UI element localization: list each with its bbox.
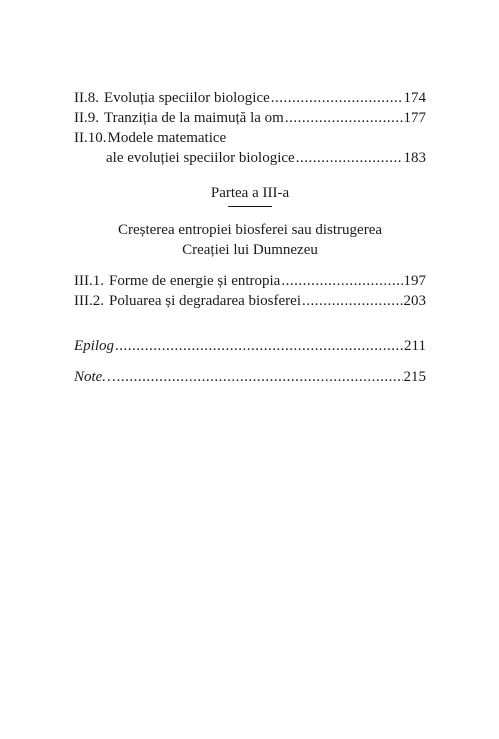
toc-entry-number: III.2. [74, 293, 104, 309]
toc-entry-title: Poluarea și degradarea biosferei [109, 293, 301, 309]
leader-dots [117, 367, 403, 387]
toc-entry-title-continued: ale evoluției speciilor biologice [106, 150, 295, 166]
part-subtitle-line2: Creației lui Dumnezeu [182, 242, 318, 258]
toc-entry-epilog[interactable] [74, 336, 426, 356]
part-heading-block [74, 168, 426, 260]
spacer [74, 311, 426, 336]
toc-entry-page: 177 [403, 110, 426, 126]
leader-dots [271, 88, 403, 108]
part-subtitle [74, 220, 426, 260]
toc-entry-iii-2[interactable] [74, 291, 426, 311]
leader-dots [302, 291, 403, 311]
toc-entry-ii-10-line1[interactable] [74, 128, 426, 148]
leader-dots [115, 336, 403, 356]
toc-entry-title: Modele matematice [107, 130, 227, 146]
toc-entry-title: Epilog [74, 338, 114, 354]
toc-entry-number: II.10. [74, 130, 107, 146]
part-subtitle-line1: Creșterea entropiei biosferei sau distrugerea [117, 222, 383, 238]
part-heading [211, 183, 289, 209]
leader-dots [281, 271, 402, 291]
toc-entry-page: 197 [403, 273, 426, 289]
toc-entry-note[interactable] [74, 367, 426, 387]
toc-entry-number: III.1. [74, 273, 104, 289]
toc-entry-page: 174 [403, 90, 426, 106]
toc-entry-number: II.9. [74, 110, 99, 126]
part-heading-text: Partea a III-a [210, 185, 290, 201]
toc-entry-number: II.8. [74, 90, 99, 106]
leader-dots [296, 148, 403, 168]
leader-dots [285, 108, 403, 128]
part-heading-rule [228, 206, 272, 207]
toc-entry-page: 183 [403, 150, 426, 166]
toc-entry-ii-9[interactable] [74, 108, 426, 128]
spacer [74, 260, 426, 271]
toc-entry-title: Note… [74, 369, 116, 385]
toc-entry-title: Forme de energie și entropia [109, 273, 281, 289]
toc-entry-page: 203 [403, 293, 426, 309]
toc-entry-iii-1[interactable] [74, 271, 426, 291]
toc-entry-page: 215 [403, 369, 426, 385]
toc-entry-ii-8[interactable] [74, 88, 426, 108]
spacer [74, 356, 426, 367]
table-of-contents [74, 88, 426, 387]
toc-entry-title: Evoluția speciilor biologice [104, 90, 270, 106]
toc-entry-page: 211 [404, 338, 426, 354]
toc-entry-ii-10-line2[interactable] [74, 148, 426, 168]
toc-entry-title: Tranziția de la maimuță la om [104, 110, 284, 126]
